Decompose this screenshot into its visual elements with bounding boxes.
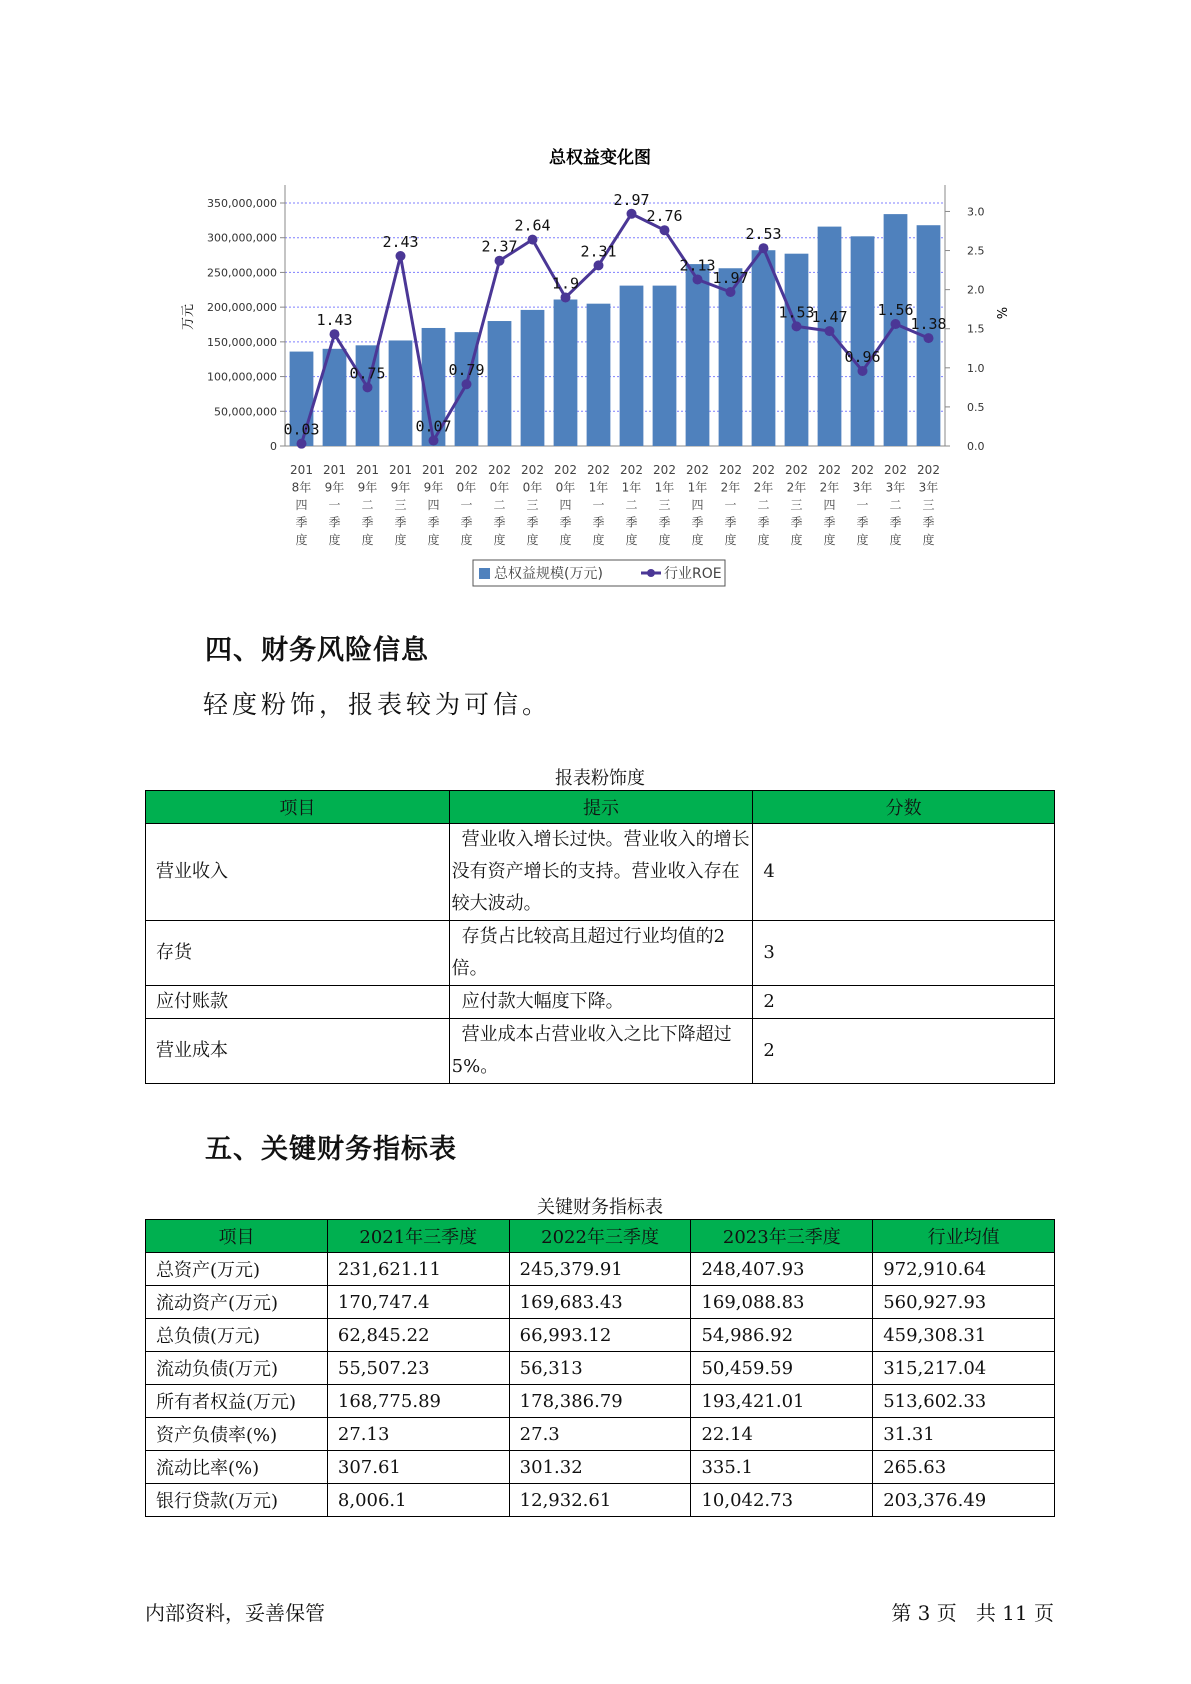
roe-point [693, 274, 703, 284]
kpi-2022q3: 178,386.79 [509, 1385, 691, 1418]
roe-data-label: 1.38 [910, 315, 947, 334]
table-row [146, 986, 1055, 1019]
kpi-2022q3: 12,932.61 [509, 1484, 691, 1517]
kpi-2023q3: 22.14 [691, 1418, 873, 1451]
risk-score: 2 [753, 986, 1055, 1019]
risk-table-header [146, 791, 1055, 824]
risk-item: 营业收入 [146, 824, 450, 921]
y-tick-label: 350,000,000 [207, 197, 277, 210]
roe-point [858, 366, 868, 376]
roe-point [363, 382, 373, 392]
kpi-2021q3: 170,747.4 [327, 1286, 509, 1319]
kpi-industry-avg: 315,217.04 [873, 1352, 1055, 1385]
kpi-2021q3: 8,006.1 [327, 1484, 509, 1517]
y2-tick-label: 1.0 [967, 361, 985, 375]
kpi-industry-avg: 31.31 [873, 1418, 1055, 1451]
roe-data-label: 1.97 [712, 268, 749, 287]
kpi-2021q3: 231,621.11 [327, 1253, 509, 1286]
kpi-table-header [146, 1220, 1055, 1253]
roe-point [726, 287, 736, 297]
x-tick-label: 202 0年一季度 [455, 463, 478, 547]
table-row [146, 1286, 1055, 1319]
table-row [146, 1385, 1055, 1418]
legend-line-marker [647, 569, 655, 577]
bar [818, 227, 842, 446]
kpi-industry-avg: 972,910.64 [873, 1253, 1055, 1286]
y-axis-label: 万元 [181, 303, 196, 331]
x-tick-label: 202 2年二季度 [752, 463, 775, 547]
roe-point [759, 243, 769, 253]
roe-point [396, 251, 406, 261]
footer-confidential: 内部资料，妥善保管 [145, 1601, 325, 1625]
equity-chart-svg [0, 0, 1191, 600]
roe-data-label: 2.37 [481, 237, 518, 256]
legend-line-label: 行业ROE [664, 566, 722, 582]
section4-title: 四、财务风险信息 [205, 635, 429, 666]
kpi-industry-avg: 513,602.33 [873, 1385, 1055, 1418]
risk-score: 2 [753, 1019, 1055, 1084]
kpi-2023q3: 335.1 [691, 1451, 873, 1484]
x-tick-label: 202 3年二季度 [884, 463, 907, 547]
risk-hint: 营业成本占营业收入之比下降超过5%。 [449, 1019, 753, 1084]
y-tick-label: 0 [270, 440, 277, 453]
bar [620, 286, 644, 446]
section5-title: 五、关键财务指标表 [205, 1134, 457, 1165]
roe-data-label: 1.9 [551, 274, 580, 293]
kpi-2023q3: 10,042.73 [691, 1484, 873, 1517]
x-tick-label: 202 2年三季度 [785, 463, 808, 547]
y-tick-label: 100,000,000 [207, 370, 277, 384]
table-row [146, 1451, 1055, 1484]
risk-header-item: 项目 [146, 791, 450, 824]
section4-summary: 轻度粉饰，报表较为可信。 [203, 690, 552, 719]
bar [356, 345, 380, 446]
roe-data-label: 2.53 [745, 225, 782, 244]
kpi-2022q3: 66,993.12 [509, 1319, 691, 1352]
kpi-2021q3: 55,507.23 [327, 1352, 509, 1385]
kpi-2023q3: 193,421.01 [691, 1385, 873, 1418]
risk-score: 3 [753, 921, 1055, 986]
risk-hint: 营业收入增长过快。营业收入的增长没有资产增长的支持。营业收入存在较大波动。 [449, 824, 753, 921]
table-row [146, 921, 1055, 986]
table-row [146, 1019, 1055, 1084]
equity-chart [0, 0, 1191, 600]
x-tick-label: 202 0年二季度 [488, 463, 511, 547]
kpi-item: 流动资产(万元) [146, 1286, 328, 1319]
roe-point [429, 436, 439, 446]
kpi-item: 银行贷款(万元) [146, 1484, 328, 1517]
roe-point [495, 256, 505, 266]
kpi-2021q3: 27.13 [327, 1418, 509, 1451]
table-row [146, 1352, 1055, 1385]
roe-data-label: 2.64 [514, 216, 551, 235]
bar [587, 304, 611, 446]
roe-point [561, 292, 571, 302]
x-tick-label: 202 3年一季度 [851, 463, 874, 547]
x-tick-label: 201 9年三季度 [389, 463, 412, 547]
bar [389, 340, 413, 446]
bar [521, 310, 545, 446]
kpi-header-2022q3: 2022年三季度 [509, 1220, 691, 1253]
roe-data-label: 1.56 [877, 301, 914, 320]
kpi-item: 总资产(万元) [146, 1253, 328, 1286]
kpi-table-body [146, 1253, 1055, 1517]
x-tick-label: 202 2年一季度 [719, 463, 742, 547]
kpi-item: 总负债(万元) [146, 1319, 328, 1352]
kpi-2021q3: 168,775.89 [327, 1385, 509, 1418]
kpi-item: 流动比率(%) [146, 1451, 328, 1484]
kpi-2022q3: 301.32 [509, 1451, 691, 1484]
risk-score: 4 [753, 824, 1055, 921]
bar [884, 214, 908, 446]
x-tick-label: 201 9年一季度 [323, 463, 346, 547]
roe-data-label: 2.43 [382, 233, 419, 252]
chart-title: 总权益变化图 [549, 148, 651, 168]
legend-bar-label: 总权益规模(万元) [494, 566, 603, 582]
roe-point [891, 319, 901, 329]
kpi-header-2023q3: 2023年三季度 [691, 1220, 873, 1253]
x-tick-label: 201 9年二季度 [356, 463, 379, 547]
bar [653, 286, 677, 446]
risk-item: 营业成本 [146, 1019, 450, 1084]
roe-data-label: 2.31 [580, 242, 617, 261]
kpi-2023q3: 54,986.92 [691, 1319, 873, 1352]
kpi-2022q3: 169,683.43 [509, 1286, 691, 1319]
kpi-header-industry-avg: 行业均值 [873, 1220, 1055, 1253]
y-tick-label: 150,000,000 [207, 335, 277, 349]
y2-axis-label: % [993, 306, 1008, 320]
y2-tick-label: 2.0 [967, 283, 985, 297]
bar [752, 250, 776, 446]
x-tick-label: 202 3年三季度 [917, 463, 940, 547]
x-tick-label: 202 1年三季度 [653, 463, 676, 547]
y-tick-label: 200,000,000 [207, 301, 277, 315]
roe-point [462, 379, 472, 389]
table-row [146, 1253, 1055, 1286]
roe-point [924, 333, 934, 343]
bar [554, 300, 578, 446]
roe-point [660, 225, 670, 235]
x-tick-label: 202 2年四季度 [818, 463, 841, 547]
table-row [146, 824, 1055, 921]
y2-tick-label: 0.0 [967, 440, 985, 453]
kpi-2022q3: 56,313 [509, 1352, 691, 1385]
roe-point [528, 235, 538, 245]
roe-data-label: 0.07 [415, 417, 452, 436]
roe-data-label: 2.97 [613, 190, 650, 209]
table-row [146, 1319, 1055, 1352]
x-tick-label: 201 8年四季度 [290, 463, 313, 547]
kpi-header-2021q3: 2021年三季度 [327, 1220, 509, 1253]
kpi-industry-avg: 265.63 [873, 1451, 1055, 1484]
y2-tick-label: 0.5 [967, 400, 985, 414]
kpi-item: 流动负债(万元) [146, 1352, 328, 1385]
x-tick-label: 202 1年一季度 [587, 463, 610, 547]
roe-data-label: 1.47 [811, 308, 848, 327]
kpi-2021q3: 62,845.22 [327, 1319, 509, 1352]
roe-data-label: 2.13 [679, 256, 716, 275]
kpi-2023q3: 169,088.83 [691, 1286, 873, 1319]
kpi-industry-avg: 203,376.49 [873, 1484, 1055, 1517]
risk-item: 应付账款 [146, 986, 450, 1019]
roe-point [627, 209, 637, 219]
risk-hint: 应付款大幅度下降。 [449, 986, 753, 1019]
risk-hint: 存货占比较高且超过行业均值的2倍。 [449, 921, 753, 986]
y2-tick-label: 1.5 [967, 322, 985, 336]
bar [851, 236, 875, 446]
x-tick-label: 202 0年三季度 [521, 463, 544, 547]
kpi-item: 所有者权益(万元) [146, 1385, 328, 1418]
bar [488, 321, 512, 446]
kpi-item: 资产负债率(%) [146, 1418, 328, 1451]
roe-point [594, 260, 604, 270]
x-tick-label: 202 1年二季度 [620, 463, 643, 547]
roe-point [330, 329, 340, 339]
y-tick-label: 50,000,000 [214, 405, 277, 419]
bar [686, 264, 710, 446]
risk-header-score: 分数 [753, 791, 1055, 824]
y-tick-label: 300,000,000 [207, 231, 277, 245]
roe-data-label: 0.75 [349, 364, 386, 383]
roe-data-label: 0.96 [844, 347, 881, 366]
risk-item: 存货 [146, 921, 450, 986]
y2-tick-label: 3.0 [967, 205, 985, 219]
x-tick-label: 202 0年四季度 [554, 463, 577, 547]
roe-data-label: 1.53 [778, 303, 815, 322]
kpi-industry-avg: 560,927.93 [873, 1286, 1055, 1319]
kpi-table-caption: 关键财务指标表 [537, 1197, 663, 1218]
table-row [146, 1418, 1055, 1451]
risk-table [145, 790, 1055, 1084]
y2-tick-label: 2.5 [967, 244, 985, 258]
kpi-industry-avg: 459,308.31 [873, 1319, 1055, 1352]
kpi-2023q3: 248,407.93 [691, 1253, 873, 1286]
roe-point [792, 321, 802, 331]
kpi-2023q3: 50,459.59 [691, 1352, 873, 1385]
roe-point [297, 439, 307, 449]
kpi-2022q3: 245,379.91 [509, 1253, 691, 1286]
kpi-2021q3: 307.61 [327, 1451, 509, 1484]
kpi-2022q3: 27.3 [509, 1418, 691, 1451]
legend-bar-swatch [479, 568, 490, 579]
bar [785, 254, 809, 446]
x-tick-label: 202 1年四季度 [686, 463, 709, 547]
table-row [146, 1484, 1055, 1517]
y-tick-label: 250,000,000 [207, 266, 277, 280]
risk-table-caption: 报表粉饰度 [555, 768, 645, 789]
roe-data-label: 0.79 [448, 361, 485, 380]
risk-header-hint: 提示 [449, 791, 753, 824]
roe-data-label: 1.43 [316, 311, 353, 330]
roe-point [825, 326, 835, 336]
roe-data-label: 2.76 [646, 207, 683, 226]
roe-data-label: 0.03 [283, 420, 320, 439]
kpi-header-item: 项目 [146, 1220, 328, 1253]
kpi-table [145, 1219, 1055, 1517]
x-tick-label: 201 9年四季度 [422, 463, 445, 547]
footer-page-number: 第 3 页 共 11 页 [891, 1601, 1054, 1625]
